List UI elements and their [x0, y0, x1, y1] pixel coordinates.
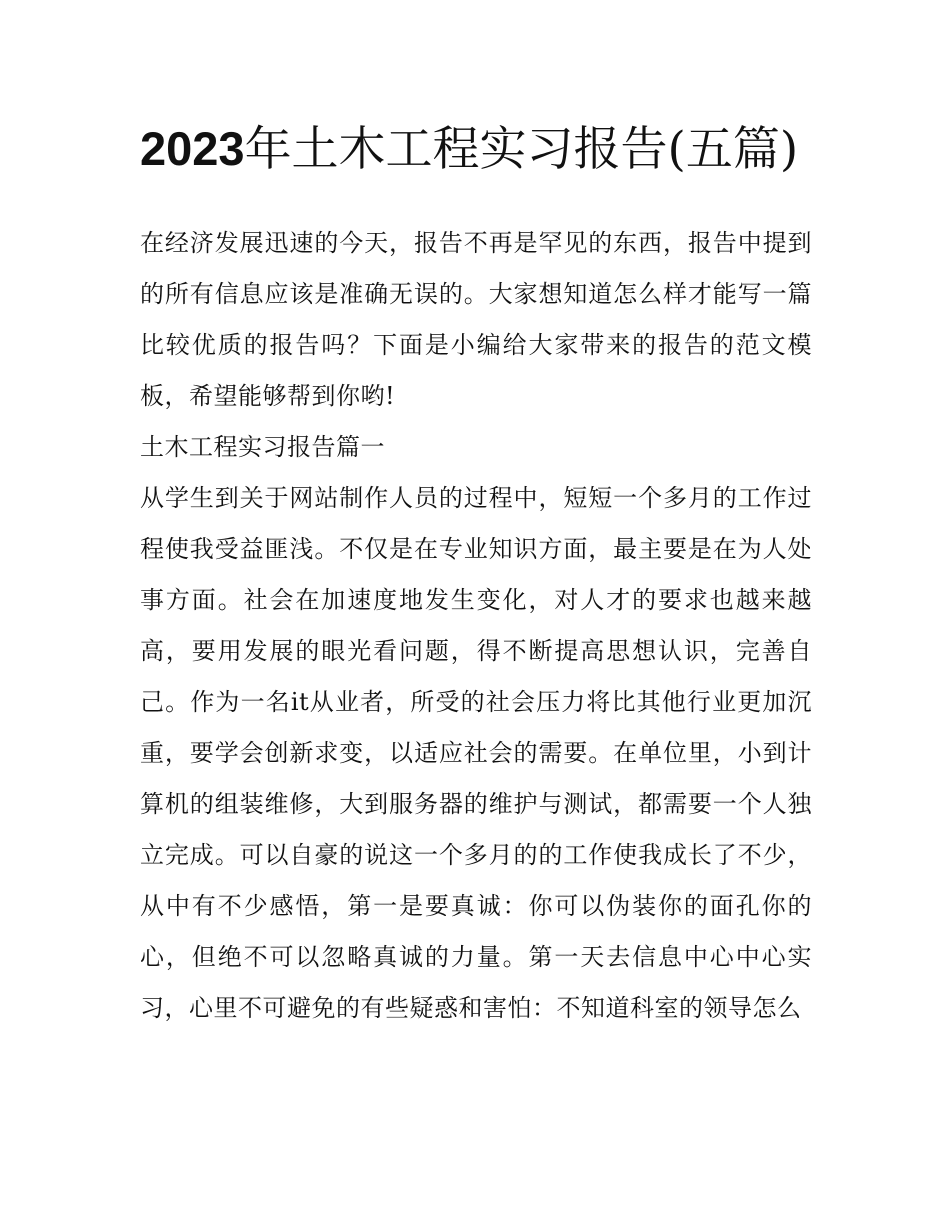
title-text: 年土木工程实习报告(五篇)	[244, 122, 799, 177]
body-paragraph: 从学生到关于网站制作人员的过程中，短短一个多月的工作过程使我受益匪浅。不仅是在专业知识方面，最主要是在为人处事方面。社会在加速度地发生变化，对人才的要求也越来越高，要用发展的眼光看问题，得不断提高思想认识，完善自己。作为一名it从业者，所受的社会压力将比其他行业更加沉重，要学会创新求变，以适应社会的需要。在单位里，小到计算机的组装维修，大到服务器的维护与测试，都需要一个人独立完成。可以自豪的说这一个多月的的工作使我成长了不少，从中有不少感悟，第一是要真诚：你可以伪装你的面孔你的心，但绝不可以忽略真诚的力量。第一天去信息中心中心实习，心里不可避免的有些疑惑和害怕：不知道科室的领导怎么	[140, 484, 812, 1022]
title-year: 2023	[140, 122, 245, 175]
section-heading: 土木工程实习报告篇一	[140, 433, 385, 461]
document-title	[140, 112, 812, 186]
document-body	[140, 218, 812, 1034]
document-page	[140, 112, 812, 1034]
intro-paragraph: 在经济发展迅速的今天，报告不再是罕见的东西，报告中提到的所有信息应该是准确无误的。大家想知道怎么样才能写一篇比较优质的报告吗？下面是小编给大家带来的报告的范文模板，希望能够帮到你哟!	[140, 229, 812, 410]
